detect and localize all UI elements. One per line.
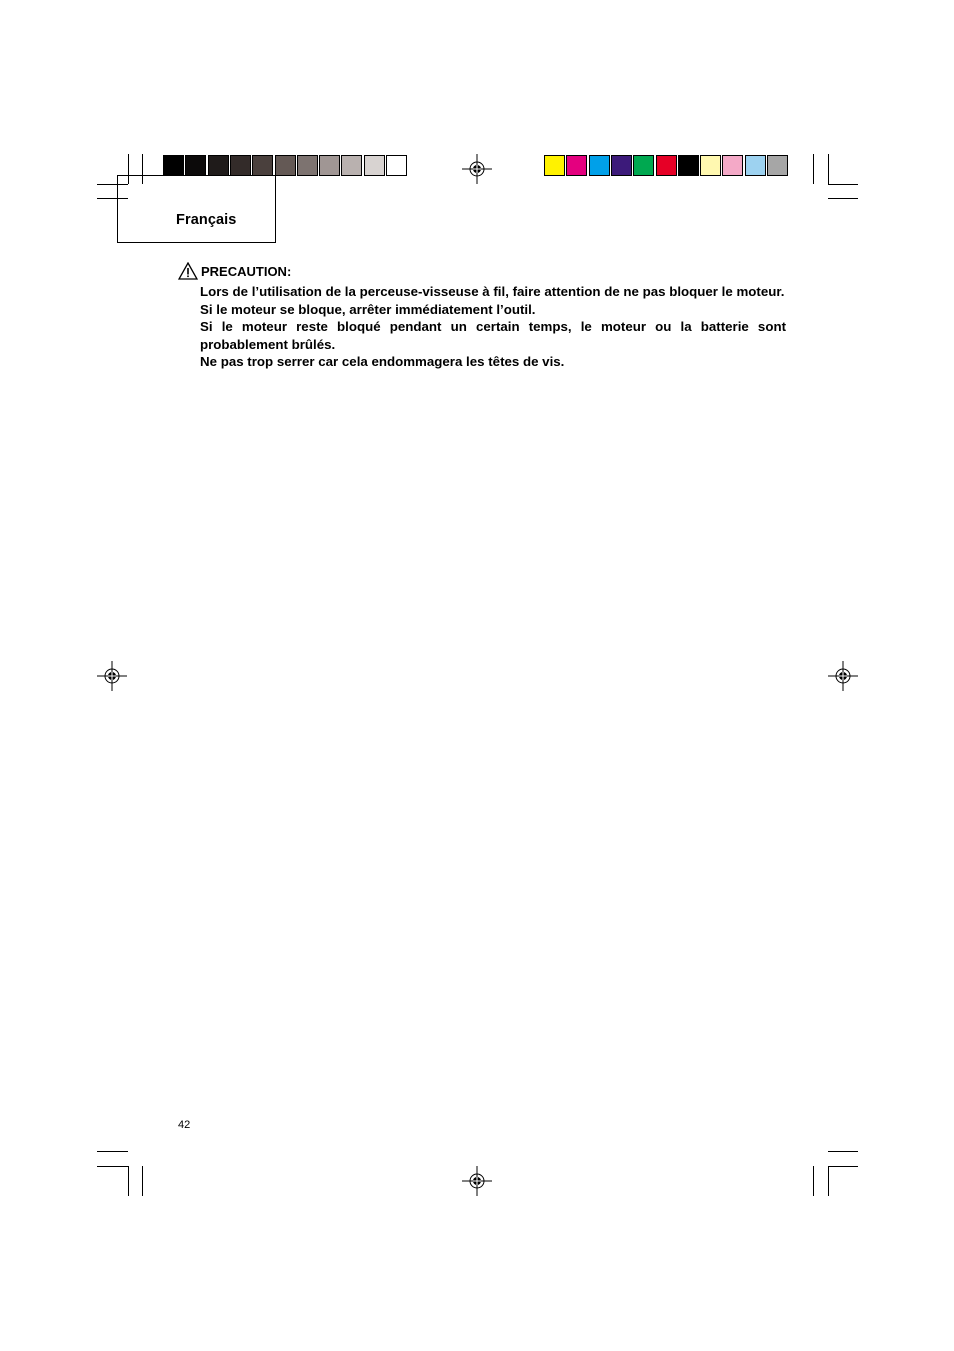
color-swatch xyxy=(364,155,385,176)
registration-mark-icon xyxy=(828,661,858,691)
warning-triangle-icon xyxy=(178,262,198,280)
caution-paragraph: Ne pas trop serrer car cela endommagera les têtes de vis. xyxy=(200,354,565,369)
registration-mark-icon xyxy=(462,1166,492,1196)
color-swatch xyxy=(633,155,654,176)
language-tab-frame xyxy=(117,175,276,243)
crop-mark xyxy=(142,1166,143,1196)
color-swatch xyxy=(678,155,699,176)
registration-mark-icon xyxy=(97,661,127,691)
page-number: 42 xyxy=(178,1119,191,1131)
crop-mark xyxy=(828,1166,858,1167)
crop-mark xyxy=(828,1166,829,1196)
caution-paragraph: Si le moteur se bloque, arrêter immédiatement l’outil. xyxy=(200,301,536,317)
crop-mark xyxy=(813,154,814,184)
caution-heading-row xyxy=(178,262,291,280)
color-swatch xyxy=(275,155,296,176)
color-swatch xyxy=(656,155,677,176)
crop-mark xyxy=(128,1166,129,1196)
color-swatch xyxy=(386,155,407,176)
color-swatch xyxy=(341,155,362,176)
color-swatch xyxy=(745,155,766,176)
color-swatch xyxy=(185,155,206,176)
crop-mark xyxy=(97,1166,128,1167)
caution-paragraph: Si le moteur reste bloqué pendant un certain temps, le moteur ou la batterie sont probablement brûlés. xyxy=(200,319,786,352)
caution-body xyxy=(200,283,786,371)
color-swatch xyxy=(611,155,632,176)
caution-paragraph: Lors de l’utilisation de la perceuse-visseuse à fil, faire attention de ne pas bloquer le moteur. xyxy=(200,284,785,299)
color-swatch xyxy=(544,155,565,176)
crop-mark xyxy=(813,1166,814,1196)
crop-mark xyxy=(828,184,858,185)
crop-mark xyxy=(828,198,858,199)
color-swatch xyxy=(297,155,318,176)
caution-heading: PRECAUTION: xyxy=(201,263,292,279)
color-swatch xyxy=(722,155,743,176)
crop-mark xyxy=(828,154,829,184)
crop-mark xyxy=(97,1151,128,1152)
registration-mark-icon xyxy=(462,154,492,184)
language-label: Français xyxy=(176,212,237,228)
crop-mark xyxy=(828,1151,858,1152)
color-swatch xyxy=(767,155,788,176)
color-swatch xyxy=(230,155,251,176)
color-swatch xyxy=(252,155,273,176)
color-swatch xyxy=(163,155,184,176)
color-swatch xyxy=(208,155,229,176)
color-swatch xyxy=(566,155,587,176)
color-swatch xyxy=(700,155,721,176)
color-swatch xyxy=(319,155,340,176)
color-swatch xyxy=(589,155,610,176)
